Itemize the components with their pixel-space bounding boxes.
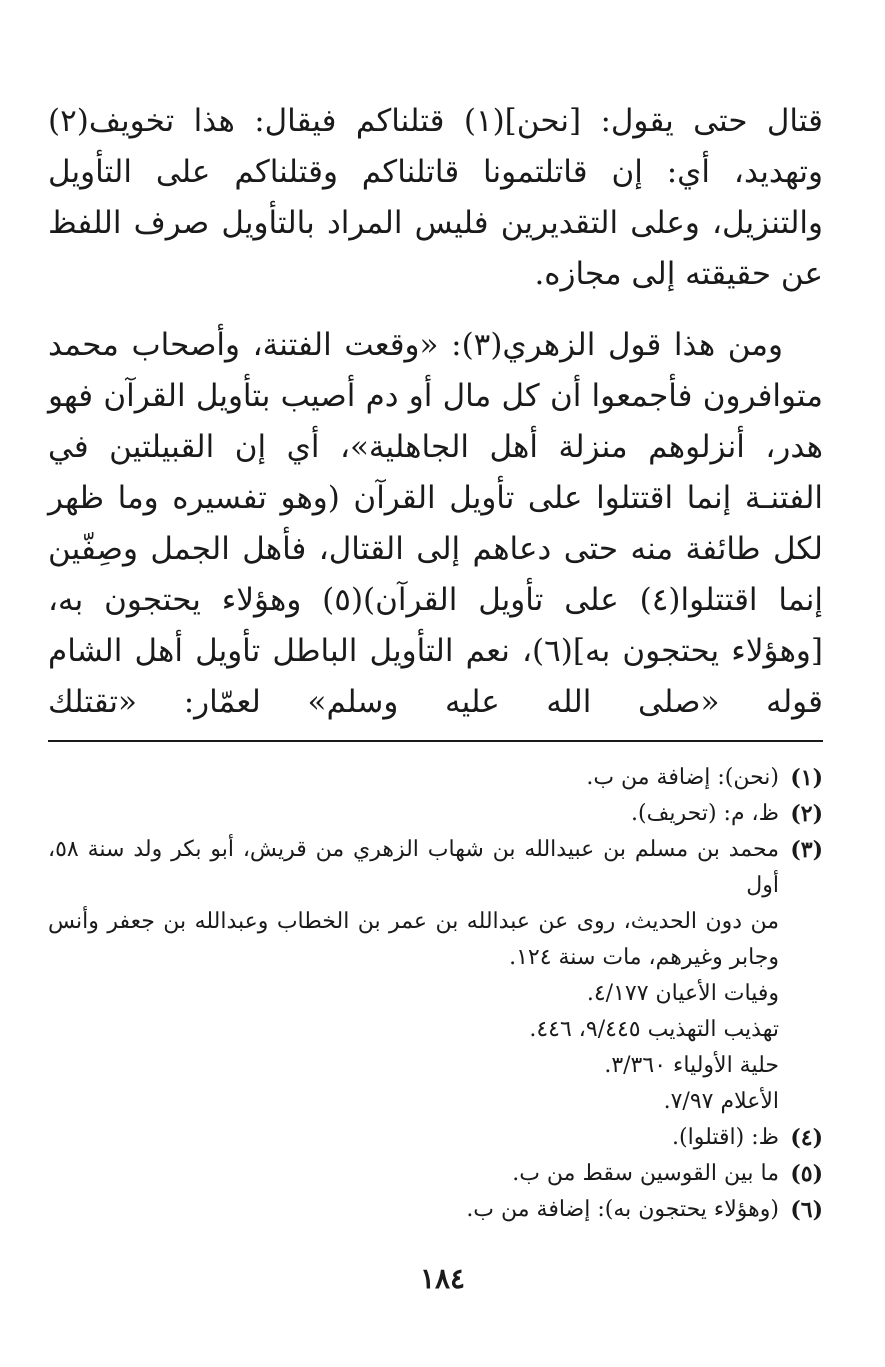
main-text (48, 96, 823, 728)
footnote-text (48, 796, 779, 832)
footnote-divider (48, 740, 823, 742)
footnote-line: (وهؤلاء يحتجون به): إضافة من ب. (466, 1197, 779, 1222)
footnote-line: محمد بن مسلم بن عبيدالله بن شهاب الزهري من قريش، أبو بكر ولد سنة ٥٨، أول (48, 837, 779, 898)
footnote-2 (48, 796, 823, 832)
footnote-text (48, 832, 779, 1120)
footnote-5 (48, 1156, 823, 1192)
footnote-3 (48, 832, 823, 1120)
footnote-line: من دون الحديث، روى عن عبدالله بن عمر بن الخطاب وعبدالله بن جعفر وأنس (48, 909, 780, 934)
footnote-6 (48, 1192, 823, 1228)
footnote-reference: وفيات الأعيان ٤/١٧٧. (586, 981, 779, 1006)
footnote-number: (١) (790, 765, 823, 791)
footnote-line: وجابر وغيرهم، مات سنة ١٢٤. (509, 945, 779, 970)
footnote-line: (نحن): إضافة من ب. (586, 765, 779, 790)
footnotes (48, 760, 823, 1228)
footnote-line: ظ، م: (تحريف). (631, 801, 779, 826)
footnote-number: (٢) (790, 801, 823, 827)
footnote-number: (٣) (790, 837, 823, 863)
footnote-text (48, 1156, 779, 1192)
footnote-line: ما بين القوسين سقط من ب. (512, 1161, 779, 1186)
paragraph-2 (48, 320, 823, 728)
paragraph-2-text: ومن هذا قول الزهري(٣): «وقعت الفتنة، وأصحاب محمد متوافرون فأجمعوا أن كل مال أو دم أصيب بتأويل القرآن فهو هدر، أنزلوهم منزلة أهل الجاهلية»، أي إن القبيلتين في الفتنـة إنما اقتتلوا على تأويل القرآن (وهو تفسيره وما ظهر لكل طائفة منه حتى دعاهم إلى القتال، فأهل الجمل وصِفّين إنما اقتتلوا(٤) على تأويل القرآن)(٥) وهؤلاء يحتجون به، [وهؤلاء يحتجون به](٦)، نعم التأويل الباطل تأويل أهل الشام قوله «صلى الله عليه وسلم» لعمّار: «تقتلك (48, 327, 823, 720)
page-number: ١٨٤ (419, 1262, 466, 1295)
footnote-text (48, 760, 779, 796)
footnote-4 (48, 1120, 823, 1156)
footnote-reference: الأعلام ٧/٩٧. (663, 1089, 779, 1114)
footnote-text (48, 1192, 779, 1228)
footnote-line: ظ: (اقتلوا). (672, 1125, 779, 1150)
footnote-number: (٤) (790, 1125, 823, 1151)
footnote-reference: تهذيب التهذيب ٩/٤٤٥، ٤٤٦. (529, 1017, 779, 1042)
footnote-1 (48, 760, 823, 796)
footnote-text (48, 1120, 779, 1156)
footnote-number: (٦) (790, 1197, 823, 1223)
footnote-number: (٥) (790, 1161, 823, 1187)
footnote-reference: حلية الأولياء ٣/٣٦٠. (604, 1053, 779, 1078)
paragraph-1: قتال حتى يقول: [نحن](١) قتلناكم فيقال: هذا تخويف(٢) وتهديد، أي: إن قاتلتمونا قاتلناكم وقتلناكم على التأويل والتنزيل، وعلى التقديرين فليس المراد بالتأويل صرف اللفظ عن حقيقته إلى مجازه. (48, 103, 823, 292)
